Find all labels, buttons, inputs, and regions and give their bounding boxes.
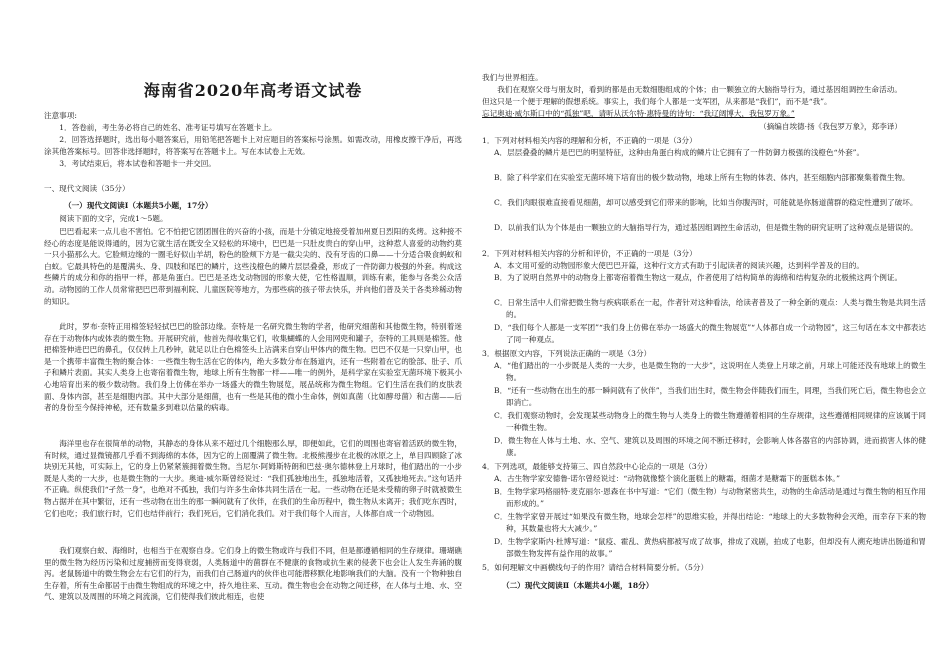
reading-instruction: 阅读下面的文字，完成1～5题。	[59, 214, 168, 223]
question-2-option-d: D．“我们每个人都是一支军团”“我们身上仿佛在举办一场盛大的微生物展览”“人体都自成一个动物园”，这三句话在本文中都表达了同一种观点。	[494, 323, 926, 344]
part1-heading: （一）现代文阅读Ⅰ（本题共5小题，17分）	[64, 201, 213, 210]
question-1-option-a: A．层层叠叠的鳞片是巴巴的明显特征，这种由角蛋白构成的鳞片让它拥有了一件防御力极强的浅橙色“外套”。	[494, 148, 865, 157]
question-4-option-c: C．生物学家曾开展过“如果没有微生物，地球会怎样”的思维实验，并得出结论：“地球上的大多数物种会灭绝，而幸存下来的物种，其数量也将大大减少。”	[494, 512, 926, 533]
question-3-stem: 3．根据原文内容，下列说法正确的一项是（3分）	[482, 349, 652, 358]
notice-item-1: 1．答卷前，考生务必将自己的姓名、准考证号填写在答题卡上。	[59, 123, 277, 132]
notice-item-3: 3．考试结束后，将本试卷和答题卡一并交回。	[59, 159, 216, 168]
passage-final-paragraph: 我们在观察父母与朋友时，看到的都是由无数细胞组成的个体；由一颗独立的大脑指导行为，通过基因组调控生命活动。但这只是一个便于理解的假想系统。事实上，我们每个人都是一支军团，从来都是“我们”，而不是“我”。	[482, 85, 902, 106]
question-4-stem: 4．下列选项，最能够支持第三、四自然段中心论点的一项是（3分）	[482, 462, 712, 471]
question-5-stem: 5．如何理解文中画横线句子的作用？请结合材料简要分析。（5分）	[482, 563, 709, 572]
passage-source: （摘编自埃德·扬《我包罗万象》，郑李译）	[759, 122, 902, 131]
question-1-stem: 1．下列对材料相关内容的理解和分析，不正确的一项是（3分）	[482, 136, 697, 145]
question-4-option-b: B．生物学家玛格丽特·麦克丽尔·恩森在书中写道：“它们（微生物）与动物紧密共生，动物的生命活动是通过与微生物的相互作用而形成的。”	[494, 487, 926, 508]
question-3-option-a: A．“他们踏出的一小步既是人类的一大步，也是微生物的一大步”，这说明在人类登上月球之前，月球上可能还没有地球上的微生物。	[494, 361, 926, 382]
question-2-stem: 2．下列对材料相关内容的分析和评价，不正确的一项是（3分）	[482, 249, 697, 258]
question-2-option-b: B．为了说明自然界中的动物身上都寄宿着微生物这一观点，作者使用了结构简单的海绵和结构复杂的北极熊这两个例证。	[494, 273, 903, 282]
passage-paragraph-1: 巴巴看起来一点儿也不害怕。它不怕把它团团围住的兴奋的小孩，而是十分镇定地接受着加州夏日烈阳的炙烤。这种接不经心的态度是能说得通的，因为它就生活在既安全又轻松的环境中，巴巴是一只肚皮贵白的穿山甲，这种惹人喜爱的动物约莫一只小猫那么大。它脸颊边缘的一圈毛好似山羊胡，粉色的脸颊下方是一截尖尖的、没有牙齿的口鼻——十分适合吸食蚂蚁和白蚁。它最具特色的是覆满头、身、四肢和尾巴的鳞片，这些浅橙色的鳞片层层叠叠，形成了一件防御力极强的外套。构成这些鳞片的成分和你的指甲一样，都是角蛋白。巴巴是圣迭戈动物园的形象大使，它性格温顺，训练有素，能参与各类公众活动。动物园的工作人员常常把巴巴带到福利院、儿童医院等地方，为那些病的孩子带去快乐，并向他们普及关于各类珍稀动物的知识。	[44, 227, 462, 306]
part2-heading: （二）现代文阅读Ⅱ（本题共4小题，18分）	[502, 581, 654, 590]
exam-title: 海南省2020年高考语文试卷	[143, 81, 363, 100]
question-1-option-c: C．我们肉眼很难直接看见细菌，却可以感受到它们带来的影响，比如当你腹泻时，可能就是你肠道菌群的稳定性遭到了破坏。	[494, 198, 918, 207]
question-2-option-a: A．本文用可爱的动物园形象大使巴巴开篇，这种行文方式有助于引起读者的阅读兴趣，达到科学普及的目的。	[494, 261, 864, 270]
notice-heading: 注意事项:	[44, 111, 77, 120]
underlined-sentence: 忘记奥迪·威尔斯口中的“孤独”吧，请听从沃尔特·惠特曼的诗句：“我辽阔博大，我包罗万象。”	[482, 109, 795, 118]
section1-heading: 一、现代文阅读（35分）	[44, 184, 130, 193]
notice-item-2: 2．回答选择题时，选出每小题答案后，用铅笔把答题卡上对应题目的答案标号涂黑。如需改动，用橡皮擦干净后，再选涂其他答案标号。回答非选择题时，将答案写在答题卡上。写在本试卷上无效。	[44, 135, 462, 156]
passage-continuation: 我们与世界相连。	[482, 73, 543, 82]
passage-paragraph-4: 我们观察白蚁、海绵时，也相当于在观察自身。它们身上的微生物或许与我们不同，但是都遵循相同的生存规律。珊瑚礁里的微生物为经历污染和过度捕捞而变得衰弱，人类肠道中的菌群在不健康的食物或抗生素的侵袭下也会让人发生奔涌的腹泻。老鼠肠道中的微生物会左右它们的行为，而我们自己肠道内的伙伴也可能潜移默化地影响我们的大脑。没有一个物种独自生存着，所有生命都居于由微生物组成的环境之中，持久地往来、互动。微生物也会在动物之间迁移，在人体与土地、水、空气、建筑以及周围的环境之间流淌，它们使得我们彼此相连，也使	[44, 546, 462, 602]
question-1-option-b: B．除了科学家们在实验室无菌环境下培育出的极少数动物，地球上所有生物的体表、体内，甚至细胞内部都聚集着微生物。	[494, 173, 910, 182]
question-4-option-a: A．古生物学家安德鲁·诺尔曾经说过：“动物就像整个演化蛋糕上的糖霜，细菌才是糖霜下的蛋糕本体。”	[494, 474, 840, 483]
question-2-option-c: C．日常生活中人们常把微生物与疾病联系在一起，作者针对这种看法，给读者普及了一种全新的观点：人类与微生物是共同生活的。	[494, 298, 926, 319]
question-3-option-d: D．微生物在人体与土地、水、空气、建筑以及周围的环境之间不断迁移时，会影响人体各器官的内部协调，进而损害人体的健康。	[494, 436, 926, 457]
question-4-option-d: D．生物学家斯内·杜博写道：“鼠疫、霍乱、黄热病都被写成了故事，排成了戏剧，拍成了电影，但却没有人溯充地讲出肠道和胃部微生物发挥有益作用的故事。”	[494, 537, 926, 558]
question-1-option-d: D．以前我们认为个体是由一颗独立的大脑指导行为，通过基因组调控生命活动，但是微生物的研究证明了这种观点是错误的。	[494, 223, 918, 232]
passage-paragraph-2: 此时，罗布·奈特正用棉签轻轻拭巴巴的脸部边缘。奈特是一名研究微生物的学者，他研究细菌和其他微生物，特别着迷存在于动物体内或体表的微生物。开展研究前，他首先得收集它们，收集蝴蝶的人会用网兜和罐子，奈特的工具则是棉签。他把棉签伸进巴巴的鼻孔，仅仅转上几秒钟，就足以让白色棉签头上沾满来自穿山甲体内的微生物。巴巴不仅是一只穿山甲，也是一个携带丰富微生物的聚合体：一些微生物生活在它的体内，绝大多数分布在肠道内，还有一些附着在它的脸部、肚子、爪子和鳞片表面。其实人类身上也寄宿着微生物，地球上所有生物都一样——唯一的例外，是科学家在实验室无菌环境下极其小心地培育出来的极少数动物。我们身上仿佛在举办一场盛大的微生物展览，展品统称为微生物组。它们生活在我们的皮肤表面、身体内部，甚至是细胞内部。其中大部分是细菌，也有一些是其他的微小生命体，例如真菌（比如酵母菌）和古菌——后者的身份至今保持神秘，还有数量多到难以估量的病毒。	[44, 322, 462, 413]
question-3-option-b: B．“还有一些动物在出生的那一瞬间就有了伙伴”，当我们出生时，微生物会伴随我们而生，同理，当我们死亡后，微生物也会立即消亡。	[494, 386, 926, 407]
passage-paragraph-3: 海洋里也存在很简单的动物，其静态的身体从来不超过几个细胞那么厚，即便如此，它们的周围也寄宿着活跃的微生物，有时候，通过显微镜都几乎看不到海绵的本体，因为它的上面覆满了微生物。北极熊漫步在北极的冰原之上，单目四顾除了冰块别无其他，可实际上，它的身上仍紧紧簇拥着微生物。当尼尔·阿姆斯特朗和巴兹·奥尔德林登上月球时，他们踏出的一小步既是人类的一大步，也是微生物的一大步。奥迪·威尔斯曾经说过：“我们孤独地出生，孤独地活着，又孤独地死去。”这句话并不正确。纵使我们“孑然一身”，也绝对不孤独，我们与许多生命体共同生活在一起。一些动物在还是未受精的卵子时就被微生物占据并在其中繁衍，还有一些动物在出生的那一瞬间就有了伙伴，在我们的生命历程中，微生物从未离开；我们吃东西时，它们也吃；我们旅行时，它们也结伴前行；我们死后，它们消化我们。对于我们每个人而言，人体都自成一个动物园。	[44, 439, 462, 518]
question-3-option-c: C．我们观察动物时，会发现某些动物身上的微生物与人类身上的微生物遵循着相同的生存规律，这些遵循相同规律的应该属于同一种微生物。	[494, 411, 926, 432]
